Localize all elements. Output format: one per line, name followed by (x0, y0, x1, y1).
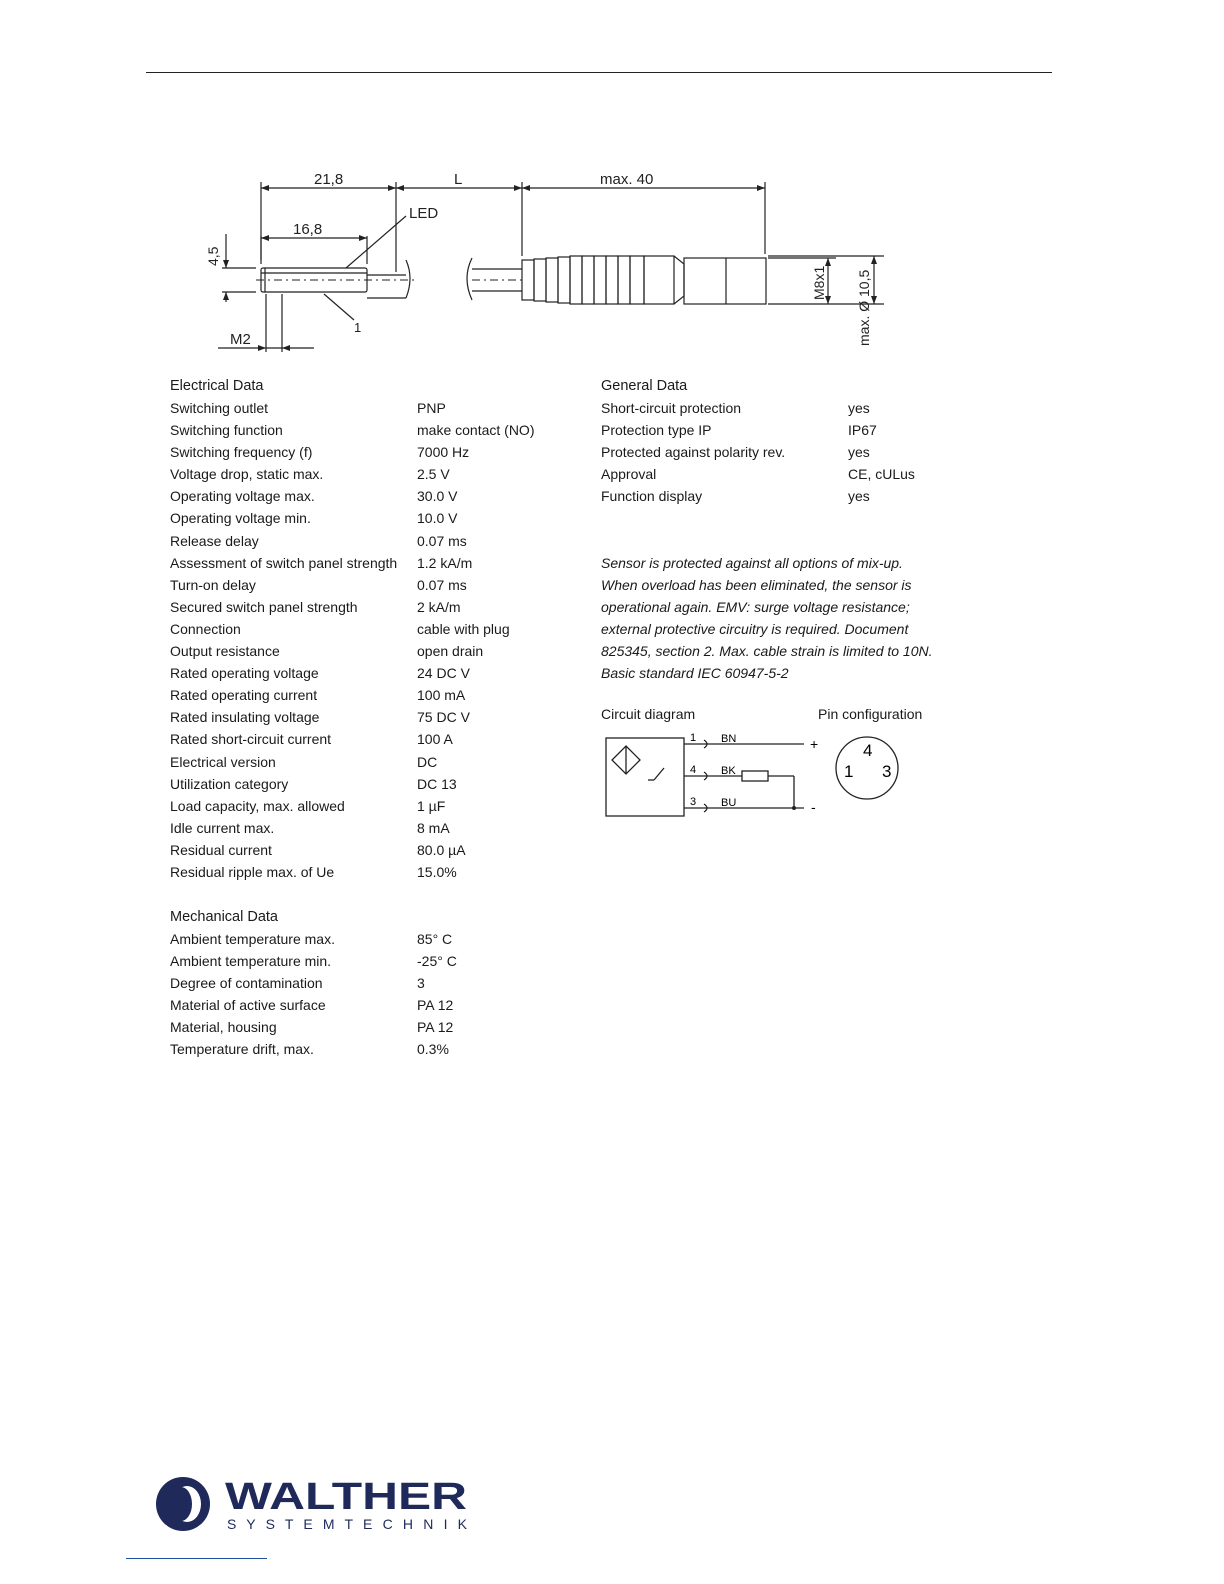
mechanical-data-section (170, 906, 570, 1061)
spec-value: 30.0 V (417, 488, 458, 505)
spec-value: 75 DC V (417, 709, 470, 726)
spec-row (601, 485, 981, 507)
wire-bk-label: BK (721, 765, 736, 777)
spec-value: DC (417, 753, 438, 770)
spec-row (170, 640, 570, 662)
spec-label: Operating voltage max. (170, 488, 315, 505)
spec-label: Voltage drop, static max. (170, 466, 324, 483)
dim-21-8: 21,8 (314, 171, 344, 188)
spec-row (170, 618, 570, 640)
spec-value: 85° C (417, 931, 453, 947)
spec-label: Rated insulating voltage (170, 709, 320, 726)
spec-label: Connection (170, 620, 241, 637)
logo-wordmark: WALTHER (225, 1476, 467, 1518)
spec-row (601, 397, 981, 419)
spec-value: 80.0 µA (417, 841, 466, 858)
spec-label: Load capacity, max. allowed (170, 797, 345, 814)
spec-label: Short-circuit protection (601, 400, 742, 416)
spec-label: Temperature drift, max. (170, 1041, 314, 1058)
spec-label: Function display (601, 488, 703, 505)
electrical-data-heading: Electrical Data (170, 378, 264, 394)
spec-row (170, 463, 570, 485)
spec-value: CE, cULus (848, 466, 915, 483)
spec-row (170, 795, 570, 817)
spec-row (170, 861, 570, 883)
dimension-drawing (196, 160, 896, 360)
footer-rule (126, 1558, 267, 1559)
spec-label: Operating voltage min. (170, 510, 311, 527)
spec-row (601, 463, 981, 485)
spec-value: 1.2 kA/m (417, 554, 473, 571)
note-line: external protective circuitry is required. Document (601, 621, 909, 637)
spec-value: make contact (NO) (417, 422, 535, 439)
spec-value: 2.5 V (417, 466, 450, 483)
spec-label: Rated operating voltage (170, 665, 319, 682)
spec-row (170, 684, 570, 706)
spec-value: PA 12 (417, 1019, 454, 1036)
spec-value: -25° C (417, 953, 457, 970)
spec-row (170, 728, 570, 750)
dim-4-5: 4,5 (205, 246, 221, 266)
spec-row (601, 441, 981, 463)
label-led: LED (409, 205, 439, 222)
general-data-section (601, 375, 981, 507)
spec-value: 100 mA (417, 687, 466, 704)
spec-label: Rated short-circuit current (170, 731, 332, 748)
spec-label: Assessment of switch panel strength (170, 554, 398, 571)
top-rule (146, 72, 1052, 73)
spec-label: Residual ripple max. of Ue (170, 863, 335, 880)
spec-value: IP67 (848, 422, 877, 439)
spec-label: Output resistance (170, 643, 280, 660)
note-line: Basic standard IEC 60947-5-2 (601, 665, 789, 681)
spec-row (170, 596, 570, 618)
spec-row (170, 397, 570, 419)
spec-label: Electrical version (170, 753, 276, 770)
spec-row (170, 574, 570, 596)
spec-value: PA 12 (417, 997, 454, 1014)
spec-label: Switching outlet (170, 400, 269, 416)
spec-row (170, 441, 570, 463)
note-line: 825345, section 2. Max. cable strain is limited to 10N. (601, 643, 933, 659)
spec-label: Material, housing (170, 1019, 277, 1036)
spec-row (170, 950, 570, 972)
spec-label: Protection type IP (601, 422, 712, 439)
general-data-heading: General Data (601, 378, 688, 394)
spec-value: 24 DC V (417, 665, 470, 682)
pin-4: 4 (863, 741, 873, 760)
spec-label: Residual current (170, 841, 272, 858)
spec-value: 8 mA (417, 819, 450, 836)
spec-label: Release delay (170, 532, 259, 549)
spec-label: Secured switch panel strength (170, 598, 358, 615)
electrical-data-section (170, 375, 570, 883)
mechanical-data-heading: Mechanical Data (170, 909, 278, 925)
circuit-diagram-caption: Circuit diagram (601, 706, 696, 722)
label-1: 1 (354, 320, 362, 335)
walther-logo (155, 1476, 475, 1536)
dim-m8x1: M8x1 (811, 265, 827, 300)
spec-value: 1 µF (417, 797, 446, 814)
spec-row (170, 972, 570, 994)
pin-3: 3 (882, 762, 892, 781)
spec-row (170, 507, 570, 529)
pin-configuration-caption: Pin configuration (818, 706, 923, 722)
pin-3-label: 3 (690, 796, 697, 808)
spec-value: 100 A (417, 731, 453, 748)
spec-label: Protected against polarity rev. (601, 444, 786, 461)
spec-row (170, 817, 570, 839)
spec-row (170, 530, 570, 552)
spec-row (170, 485, 570, 507)
dim-m2: M2 (230, 331, 251, 348)
pin-1: 1 (844, 762, 854, 781)
circuit-diagram (604, 728, 834, 823)
spec-value: 0.07 ms (417, 576, 467, 593)
dim-max-40: max. 40 (600, 171, 654, 188)
logo-tagline: S Y S T E M T E C H N I K (227, 1516, 467, 1532)
spec-row (170, 419, 570, 441)
spec-value: 10.0 V (417, 510, 458, 527)
dim-16-8: 16,8 (293, 221, 323, 238)
spec-label: Rated operating current (170, 687, 318, 704)
spec-row (170, 662, 570, 684)
spec-value: PNP (417, 400, 446, 416)
spec-row (170, 552, 570, 574)
note-line: operational again. EMV: surge voltage resistance; (601, 599, 910, 615)
spec-label: Switching function (170, 422, 283, 439)
pin-4-label: 4 (690, 764, 697, 776)
spec-value: 0.3% (417, 1041, 449, 1058)
general-data-rows (601, 397, 981, 507)
spec-row (170, 1016, 570, 1038)
spec-row (170, 1038, 570, 1060)
spec-value: 7000 Hz (417, 444, 470, 461)
spec-row (601, 419, 981, 441)
spec-label: Utilization category (170, 775, 289, 792)
spec-label: Ambient temperature min. (170, 953, 332, 970)
note-line: Sensor is protected against all options of mix-up. (601, 555, 903, 571)
minus-sign: - (811, 799, 816, 815)
spec-value: 0.07 ms (417, 532, 467, 549)
wire-bn-label: BN (721, 733, 737, 745)
wire-bu-label: BU (721, 797, 737, 809)
pin-1-label: 1 (690, 732, 697, 744)
spec-value: 2 kA/m (417, 598, 461, 615)
spec-row (170, 928, 570, 950)
spec-value: yes (848, 400, 870, 416)
dim-diameter: max. Ø 10,5 (856, 269, 872, 346)
spec-row (170, 751, 570, 773)
spec-value: DC 13 (417, 775, 457, 792)
note-line: When overload has been eliminated, the sensor is (601, 577, 912, 593)
spec-row (170, 773, 570, 795)
spec-label: Idle current max. (170, 819, 275, 836)
spec-value: yes (848, 488, 870, 505)
electrical-data-rows (170, 397, 570, 883)
spec-value: 15.0% (417, 863, 457, 880)
pin-configuration-diagram (832, 730, 902, 805)
spec-label: Degree of contamination (170, 975, 323, 992)
spec-row (170, 994, 570, 1016)
spec-label: Switching frequency (f) (170, 444, 313, 461)
spec-row (170, 839, 570, 861)
spec-value: yes (848, 444, 870, 461)
dim-l: L (454, 171, 463, 188)
spec-label: Ambient temperature max. (170, 931, 335, 947)
spec-value: open drain (417, 643, 484, 660)
spec-label: Approval (601, 466, 657, 483)
spec-value: cable with plug (417, 620, 510, 637)
sensor-note (601, 552, 961, 684)
mechanical-data-rows (170, 928, 570, 1061)
spec-value: 3 (417, 975, 425, 992)
spec-label: Material of active surface (170, 997, 326, 1014)
spec-label: Turn-on delay (170, 576, 256, 593)
spec-row (170, 706, 570, 728)
plus-sign: + (810, 736, 819, 752)
